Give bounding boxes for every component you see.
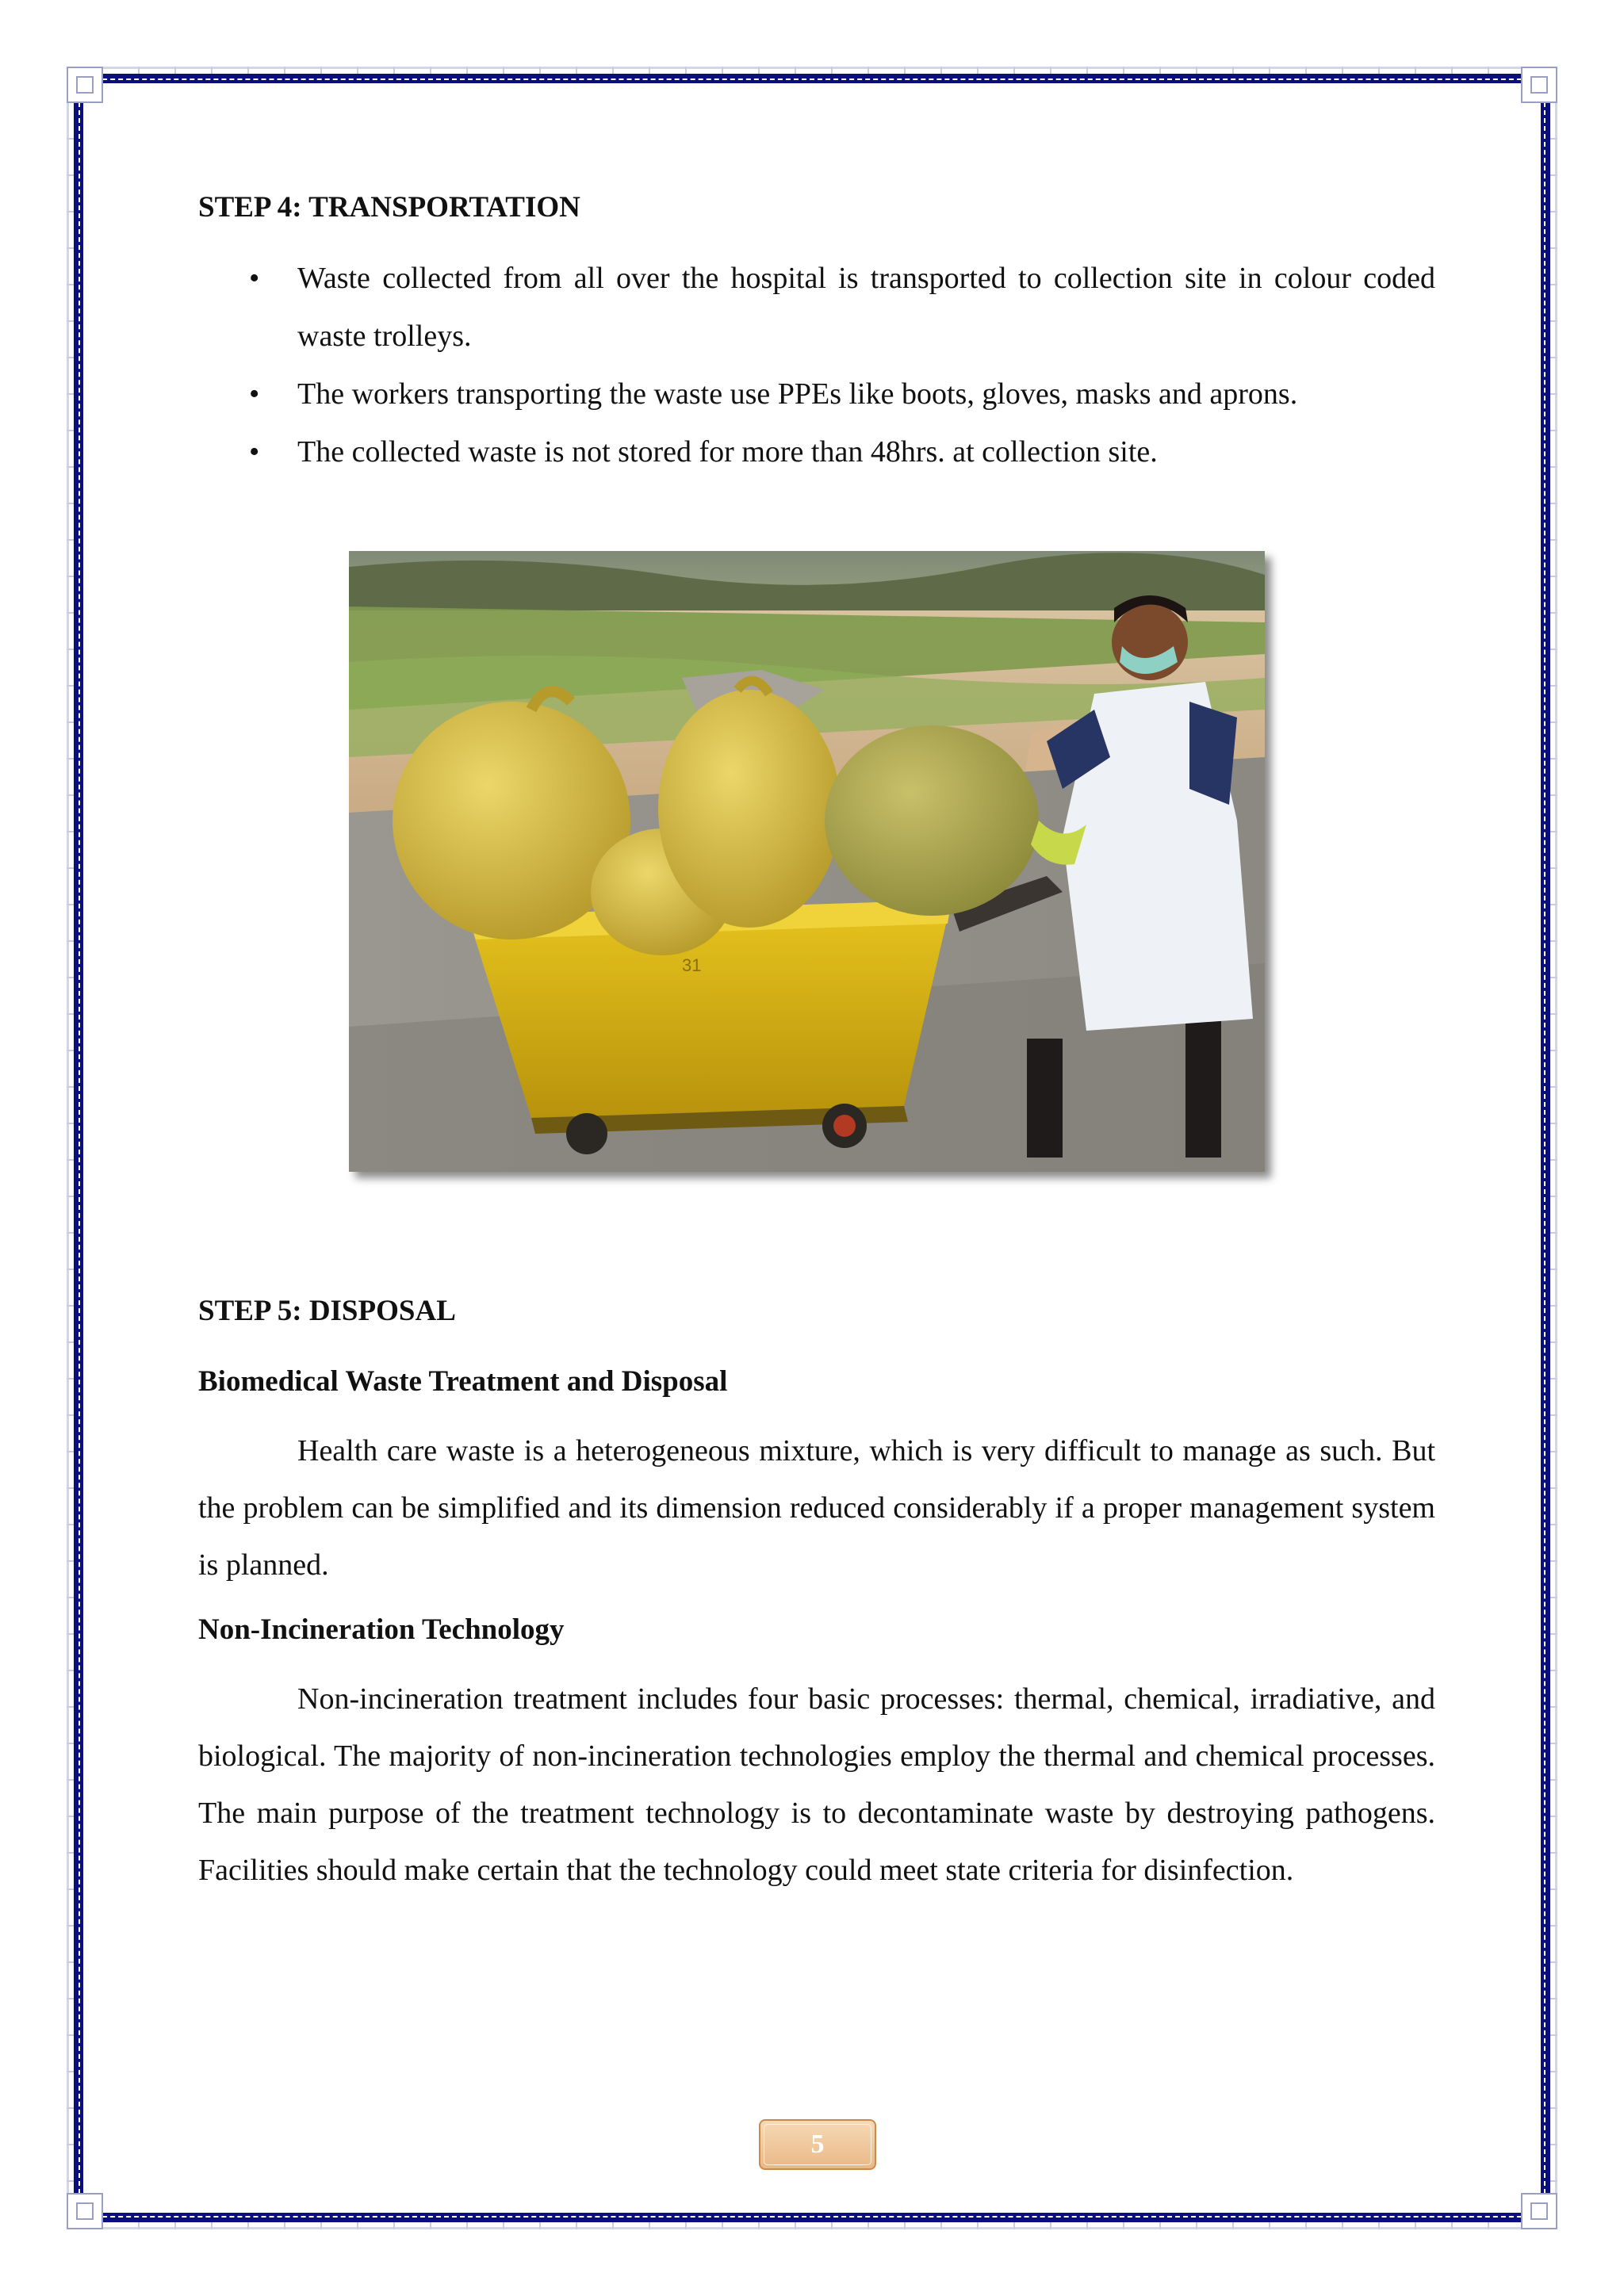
bullet-item: • The workers transporting the waste use PPEs like boots, gloves, masks and aprons. [198,365,1435,423]
step4-heading: STEP 4: TRANSPORTATION [198,191,580,224]
step4-bullet-list [198,250,1435,481]
step5-heading: STEP 5: DISPOSAL [198,1295,456,1327]
biomedical-waste-paragraph: Health care waste is a heterogeneous mixture, which is very difficult to manage as such. But the problem can be simplified and its dimension reduced considerably if a proper management system is planned. [198,1434,1435,1582]
bullet-item: • Waste collected from all over the hospital is transported to collection site in colour coded waste trolleys. [198,250,1435,365]
step5-section [198,1294,1435,1899]
corner-ornament-bottom-right [1521,2193,1557,2229]
biomedical-waste-title: Biomedical Waste Treatment and Disposal [198,1365,728,1398]
trolley-number: 31 [682,955,702,975]
non-incineration-title: Non-Incineration Technology [198,1613,565,1646]
bullet-item: • The collected waste is not stored for more than 48hrs. at collection site. [198,423,1435,481]
waste-transport-photo [349,551,1265,1172]
corner-ornament-top-left [67,67,103,103]
page-number-badge [759,2119,876,2170]
non-incineration-paragraph: Non-incineration treatment includes four basic processes: thermal, chemical, irradiative, and biological. The majority of non-incineration technologies employ the thermal and chemical processes. The main purpose of the treatment technology is to decontaminate waste by destroying pathogens. Facilities should make certain that the technology could meet state criteria for disinfection. [198,1682,1435,1887]
page-number: 5 [810,2130,825,2159]
step4-section [198,190,1435,481]
corner-ornament-top-right [1521,67,1557,103]
corner-ornament-bottom-left [67,2193,103,2229]
